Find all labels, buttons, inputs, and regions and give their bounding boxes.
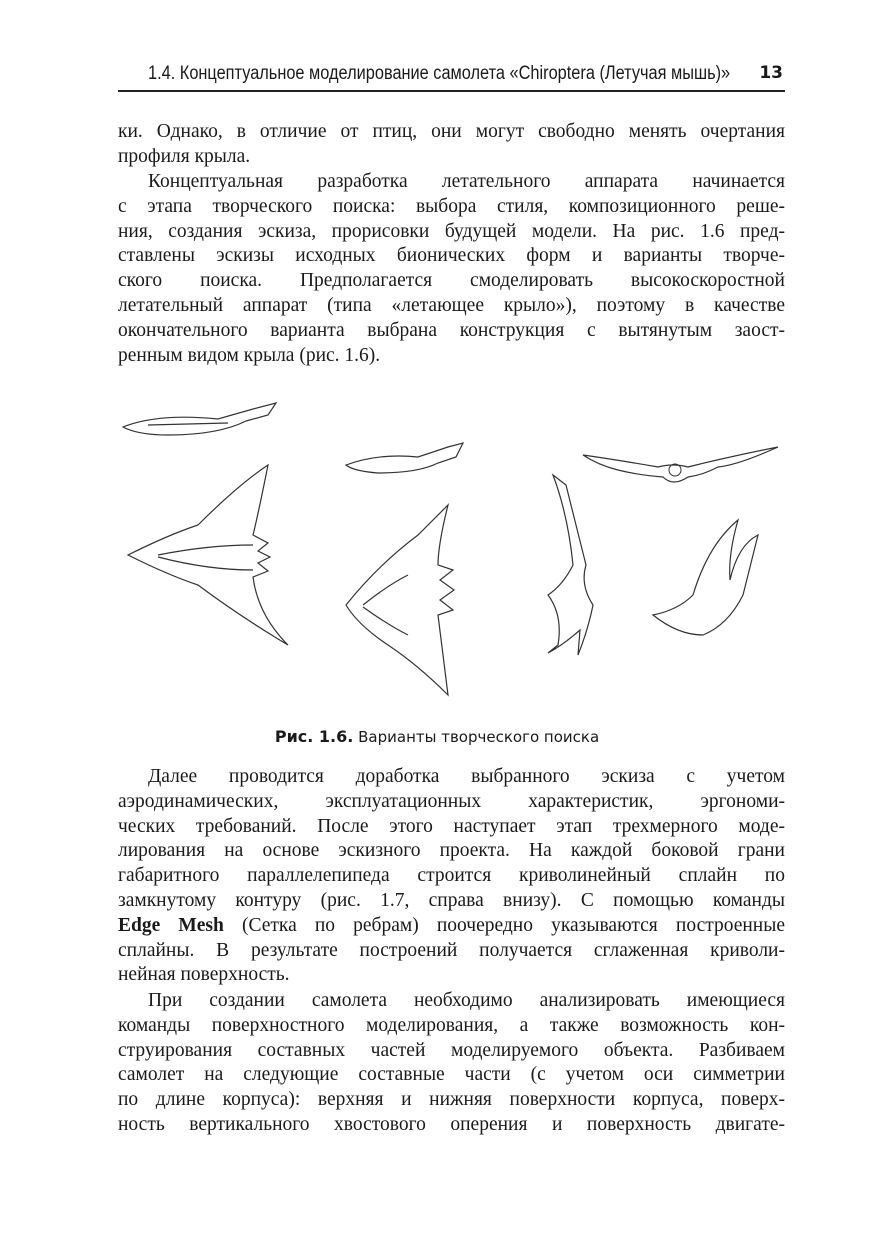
text-line — [118, 914, 785, 939]
text-line: ского поиска. Предполагается смоделировать высокоскоростной — [118, 270, 785, 292]
command-name-edge-mesh: Edge Mesh — [118, 914, 224, 936]
text-line: ренным видом крыла (рис. 1.6). — [118, 344, 381, 366]
text-line: с этапа творческого поиска: выбора стиля, композиционного реше- — [118, 195, 785, 217]
text-line: самолет на следующие составные части (с учетом оси симметрии — [118, 1064, 785, 1086]
text-line: Концептуальная разработка летательного аппарата начинается — [148, 171, 785, 192]
sketch-bat-top-view — [548, 475, 593, 655]
sketch-flying-wing-1 — [128, 465, 288, 645]
text-line: замкнутому контуру (рис. 1.7, справа внизу). С помощью команды — [118, 889, 785, 911]
paragraph-1 — [118, 120, 785, 170]
text-line: ческих требований. После этого наступает этап трехмерного моде- — [118, 815, 785, 837]
header-title: 1.4. Концептуальное моделирование самолета «Chiroptera (Летучая мышь)» — [148, 63, 731, 84]
paragraph-3 — [118, 765, 785, 988]
text-line: сплайны. В результате построений получается сглаженная криволи- — [118, 939, 785, 961]
paragraph-2 — [118, 170, 785, 368]
text-line: окончательного варианта выбрана конструкция с вытянутым заост- — [118, 319, 785, 341]
text-line: аэродинамических, эксплуатационных характеристик, эргономи- — [118, 790, 785, 812]
sketch-flying-wing-2 — [346, 505, 454, 695]
sketch-bat-flying — [653, 520, 758, 635]
text-line: ки. Однако, в отличие от птиц, они могут свободно менять очертания — [118, 121, 785, 142]
text-line: ставлены эскизы исходных бионических форм и варианты творче- — [118, 245, 785, 267]
text-fragment: (Сетка по ребрам) поочередно указываются построенные — [223, 914, 785, 936]
text-line: профиля крыла. — [118, 145, 251, 167]
figure-caption — [0, 727, 874, 746]
sketch-bat-front-view — [583, 447, 778, 482]
text-line: габаритного параллелепипеда строится криволинейный сплайн по — [118, 865, 785, 887]
text-line: лирования на основе эскизного проекта. На каждой боковой грани — [118, 840, 785, 862]
text-line: Далее проводится доработка выбранного эскиза с учетом — [148, 766, 785, 787]
paragraph-4 — [118, 989, 785, 1138]
figure-caption-text: Варианты творческого поиска — [358, 728, 600, 746]
text-line: по длине корпуса): верхняя и нижняя поверхности корпуса, поверх- — [118, 1089, 785, 1111]
text-line: команды поверхностного моделирования, а также возможность кон- — [118, 1014, 785, 1036]
sketch-aircraft-side-2 — [346, 443, 463, 473]
sketch-aircraft-side-1 — [123, 403, 276, 435]
text-line: При создании самолета необходимо анализировать имеющиеся — [148, 990, 785, 1011]
text-line: ность вертикального хвостового оперения и поверхность двигате- — [118, 1113, 785, 1135]
text-line: ния, создания эскиза, прорисовки будущей модели. На рис. 1.6 пред- — [118, 220, 785, 242]
figure-sketches — [118, 395, 785, 715]
text-line: струирования составных частей моделируемого объекта. Разбиваем — [118, 1039, 785, 1061]
text-line: летательный аппарат (типа «летающее крыло»), поэтому в качестве — [118, 294, 785, 316]
text-line: нейная поверхность. — [118, 964, 290, 986]
figure-label: Рис. 1.6. — [274, 727, 354, 746]
page-number: 13 — [759, 63, 783, 83]
running-header — [118, 62, 785, 92]
